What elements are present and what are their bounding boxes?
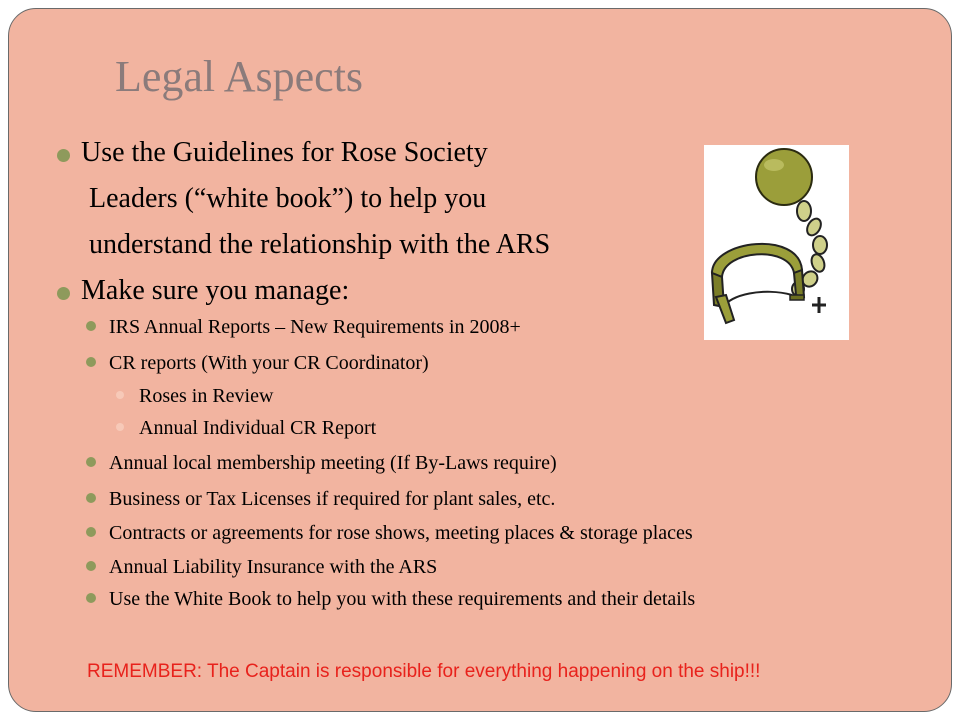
bullet-dot xyxy=(57,287,70,300)
sub-sub-bullet-dot xyxy=(116,391,124,399)
slide xyxy=(8,8,952,712)
sub-bullet-dot xyxy=(86,593,96,603)
sub-item-licenses: Business or Tax Licenses if required for plant sales, etc. xyxy=(109,488,556,510)
bullet-dot xyxy=(57,149,70,162)
sub-bullet-dot xyxy=(86,357,96,367)
sub-bullet-dot xyxy=(86,457,96,467)
bullet-guidelines-line2: Leaders (“white book”) to help you xyxy=(89,183,487,214)
sub-item-irs: IRS Annual Reports – New Requirements in 2008+ xyxy=(109,316,521,338)
bullet-manage: Make sure you manage: xyxy=(81,275,350,306)
sub-bullet-dot xyxy=(86,493,96,503)
bullet-guidelines-line1: Use the Guidelines for Rose Society xyxy=(81,137,488,168)
bullet-guidelines-line3: understand the relationship with the ARS xyxy=(89,229,551,260)
sub-bullet-dot xyxy=(86,561,96,571)
sub-sub-bullet-dot xyxy=(116,423,124,431)
sub-bullet-dot xyxy=(86,527,96,537)
sub-bullet-dot xyxy=(86,321,96,331)
sub-sub-item-roses-in-review: Roses in Review xyxy=(139,385,274,407)
sub-item-insurance: Annual Liability Insurance with the ARS xyxy=(109,556,438,578)
remember-note: REMEMBER: The Captain is responsible for everything happening on the ship!!! xyxy=(87,661,761,682)
sub-sub-item-annual-cr: Annual Individual CR Report xyxy=(139,417,377,439)
slide-title: Legal Aspects xyxy=(115,52,364,101)
sub-item-white-book: Use the White Book to help you with these requirements and their details xyxy=(109,588,696,610)
sub-item-membership-meeting: Annual local membership meeting (If By-Laws require) xyxy=(109,452,557,474)
ball-and-chain-image xyxy=(704,145,849,340)
sub-item-cr-reports: CR reports (With your CR Coordinator) xyxy=(109,352,429,374)
ball-and-chain-icon xyxy=(704,145,849,340)
sub-item-contracts: Contracts or agreements for rose shows, meeting places & storage places xyxy=(109,522,693,544)
